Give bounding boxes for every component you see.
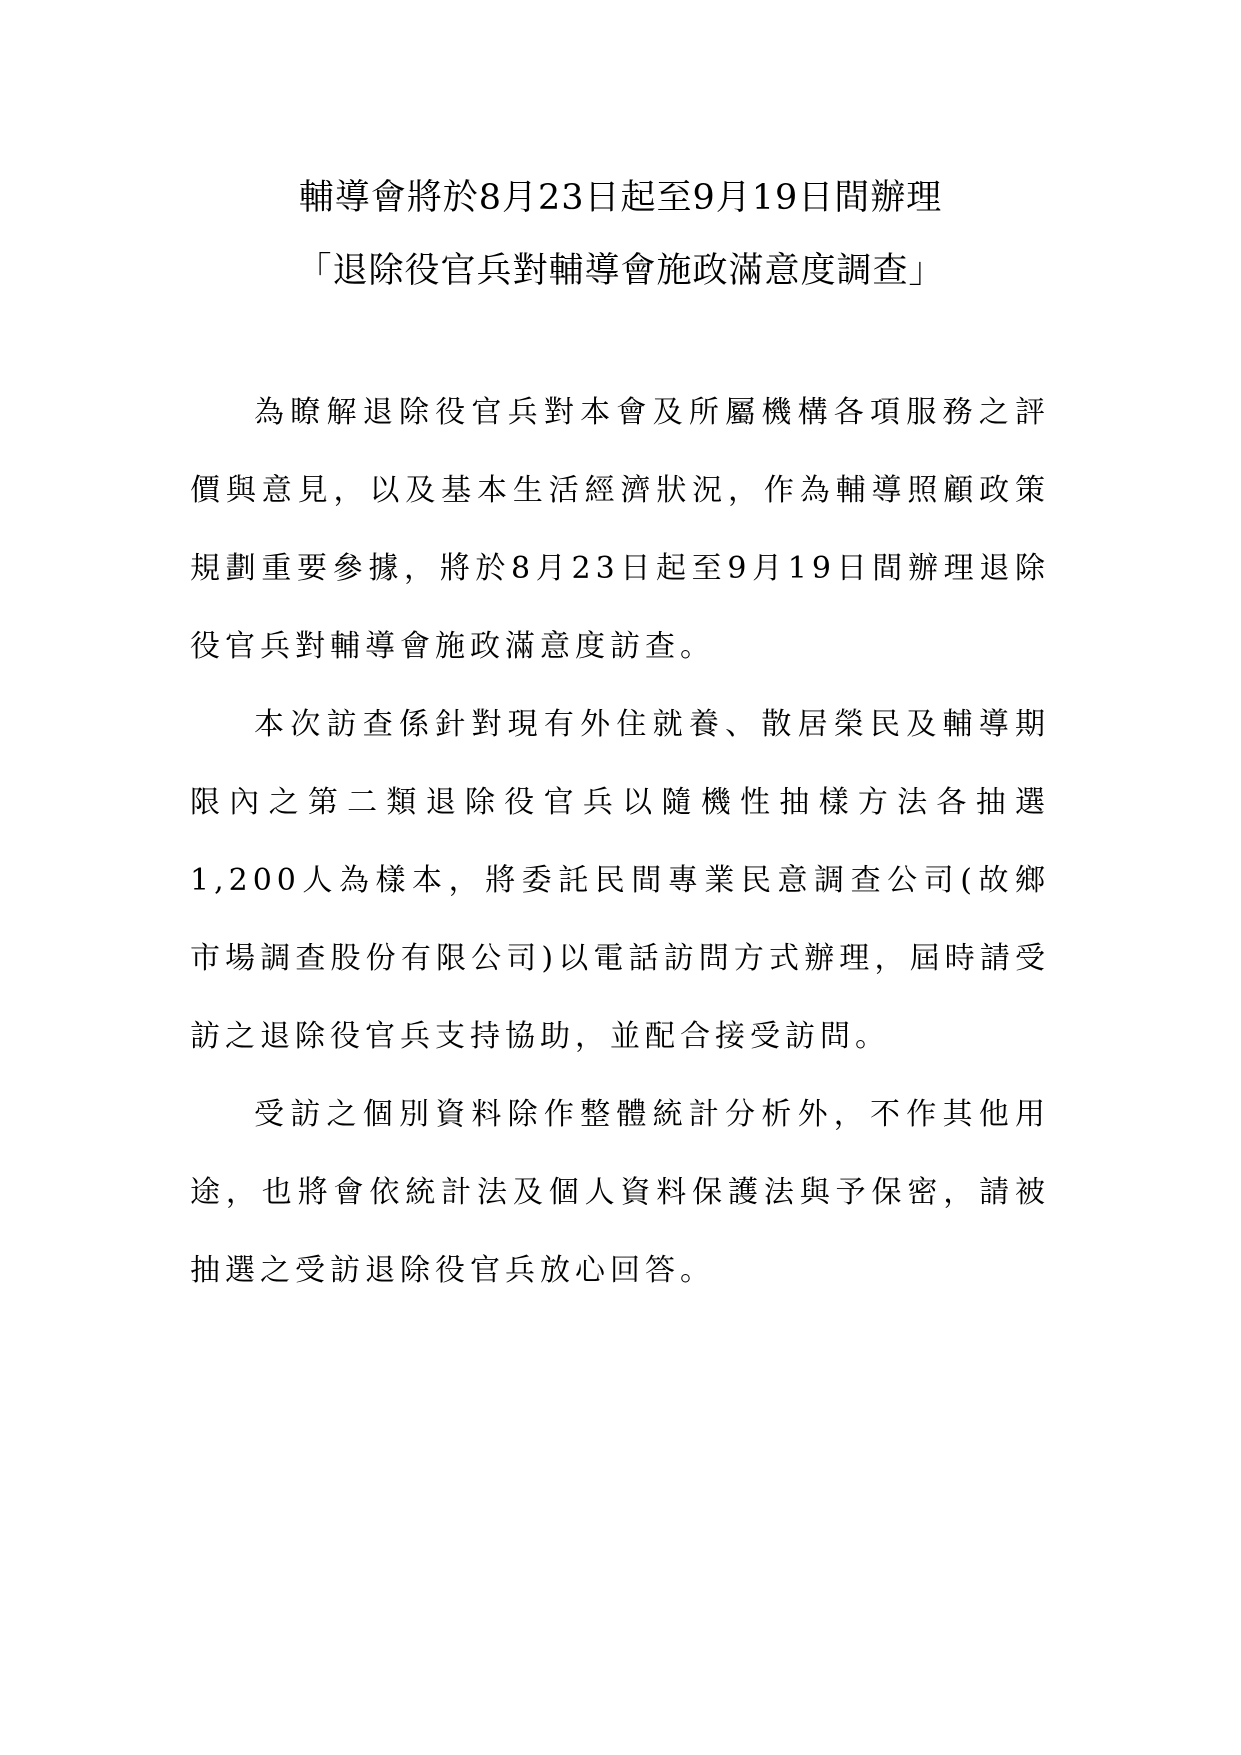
document-body bbox=[190, 374, 1050, 1310]
title-line-1: 輔導會將於8月23日起至9月19日間辦理 bbox=[298, 178, 943, 218]
document-title bbox=[0, 162, 1241, 308]
paragraph-privacy: 受訪之個別資料除作整體統計分析外，不作其他用途，也將會依統計法及個人資料保護法與予保密，請被抽選之受訪退除役官兵放心回答。 bbox=[190, 1097, 1050, 1288]
paragraph-sampling: 本次訪查係針對現有外住就養、散居榮民及輔導期限內之第二類退除役官兵以隨機性抽樣方法各抽選1,200人為樣本，將委託民間專業民意調查公司(故鄉市場調查股份有限公司)以電話訪問方式辦理，屆時請受訪之退除役官兵支持協助，並配合接受訪問。 bbox=[190, 707, 1050, 1054]
title-line-2: 「退除役官兵對輔導會施政滿意度調查」 bbox=[296, 251, 945, 291]
paragraph-purpose: 為瞭解退除役官兵對本會及所屬機構各項服務之評價與意見，以及基本生活經濟狀況，作為輔導照顧政策規劃重要參據，將於8月23日起至9月19日間辦理退除役官兵對輔導會施政滿意度訪查。 bbox=[190, 395, 1050, 664]
